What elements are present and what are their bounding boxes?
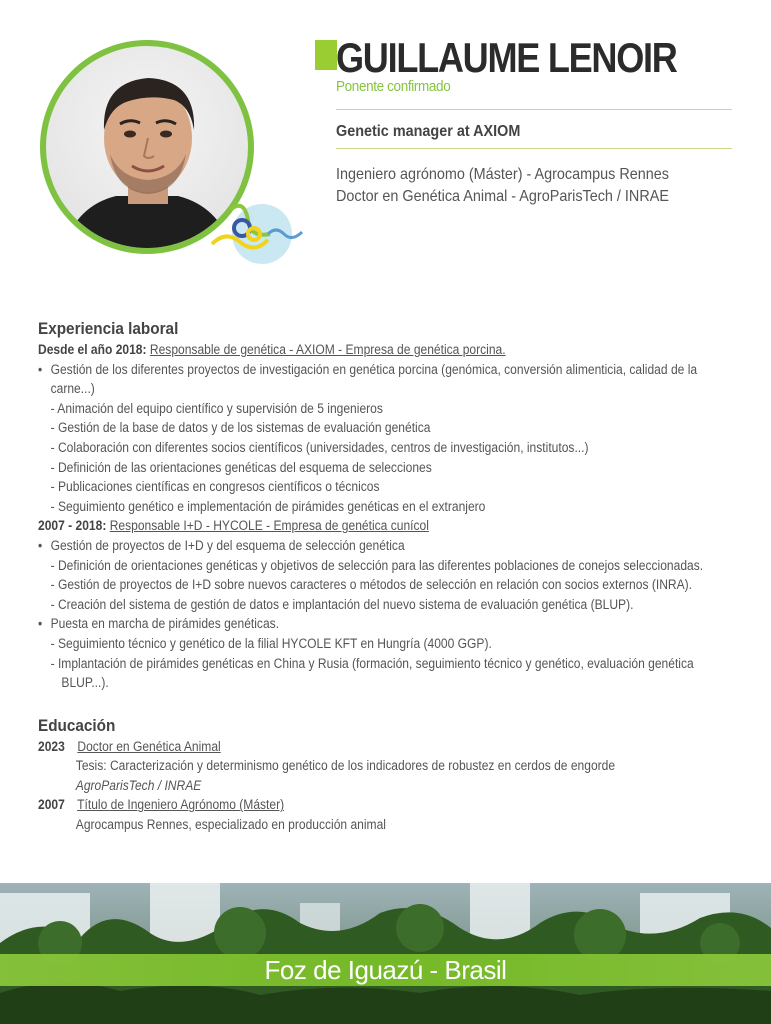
job-heading xyxy=(38,340,740,360)
degree-line: Ingeniero agrónomo (Máster) - Agrocampus Rennes xyxy=(336,166,669,183)
education-year: 2023 xyxy=(38,738,65,754)
experience-title: Experiencia laboral xyxy=(38,319,179,338)
job-item: - Seguimiento técnico y genético de la filial HYCOLE KFT en Hungría (4000 GGP). xyxy=(50,635,492,651)
job-bullet: • Gestión de proyectos de I+D y del esquema de selección genética xyxy=(38,536,740,556)
job-bullet: • Puesta en marcha de pirámides genéticas. xyxy=(38,614,740,634)
education-year: 2007 xyxy=(38,797,65,813)
job-period: Desde el año 2018: xyxy=(38,342,147,357)
divider xyxy=(336,109,732,110)
job-period: 2007 - 2018: xyxy=(38,518,107,534)
education-detail: Agrocampus Rennes, especializado en producción animal xyxy=(75,817,386,833)
job-item: - Gestión de proyectos de I+D sobre nuevos caracteres o métodos de selección en relación con socios externos (INRA). xyxy=(50,577,693,593)
education-detail: Tesis: Caracterización y determinismo genético de los indicadores de robustez en cerdos de engorde xyxy=(75,758,616,774)
cv-content xyxy=(38,316,743,835)
job-item: - Seguimiento genético e implementación de pirámides genéticas en el extranjero xyxy=(50,498,486,514)
speaker-role: Genetic manager at AXIOM xyxy=(336,123,521,140)
job-item: - Definición de orientaciones genéticas y objetivos de selección para las diferentes poblaciones de conejos seleccionadas. xyxy=(50,557,704,573)
education-institution: AgroParisTech / INRAE xyxy=(75,777,202,793)
job-item: - Creación del sistema de gestión de datos e implantación del nuevo sistema de evaluación genética (BLUP). xyxy=(50,596,634,612)
speaker-portrait-block xyxy=(40,40,302,270)
job-item: - Colaboración con diferentes socios científicos (universidades, centros de investigación, institutos...) xyxy=(50,439,589,455)
education-entry xyxy=(38,737,740,757)
location-label: Foz de Iguazú - Brasil xyxy=(264,955,507,985)
job-item: - Publicaciones científicas en congresos científicos o técnicos xyxy=(50,479,380,495)
job-heading xyxy=(38,516,740,536)
event-logo-icon xyxy=(210,190,310,270)
speaker-degrees xyxy=(336,164,669,208)
job-item: - Implantación de pirámides genéticas en China y Rusia (formación, seguimiento técnico y genético, evaluación genética BLUP...). xyxy=(50,655,694,691)
job-item: - Definición de las orientaciones genéticas del esquema de selecciones xyxy=(50,459,432,475)
name-accent-bar xyxy=(315,40,337,70)
job-position: Responsable I+D - HYCOLE - Empresa de genética cunícol xyxy=(109,518,429,534)
job-bullet: • Gestión de los diferentes proyectos de investigación en genética porcina (genómica, conversión alimenticia, calidad de la carne...) xyxy=(38,360,740,399)
degree-line: Doctor en Genética Animal - AgroParisTech / INRAE xyxy=(336,188,669,205)
education-entry xyxy=(38,795,740,815)
education-title: Educación xyxy=(38,715,116,735)
education-degree: Doctor en Genética Animal xyxy=(77,738,221,754)
education-degree: Título de Ingeniero Agrónomo (Máster) xyxy=(77,797,285,813)
job-position: Responsable de genética - AXIOM - Empresa de genética porcina. xyxy=(149,342,506,357)
divider xyxy=(336,148,732,149)
job-item: - Animación del equipo científico y supervisión de 5 ingenieros xyxy=(50,400,383,416)
job-item: - Gestión de la base de datos y de los sistemas de evaluación genética xyxy=(50,420,431,436)
speaker-status: Ponente confirmado xyxy=(336,78,451,95)
speaker-name: GUILLAUME LENOIR xyxy=(336,34,677,81)
